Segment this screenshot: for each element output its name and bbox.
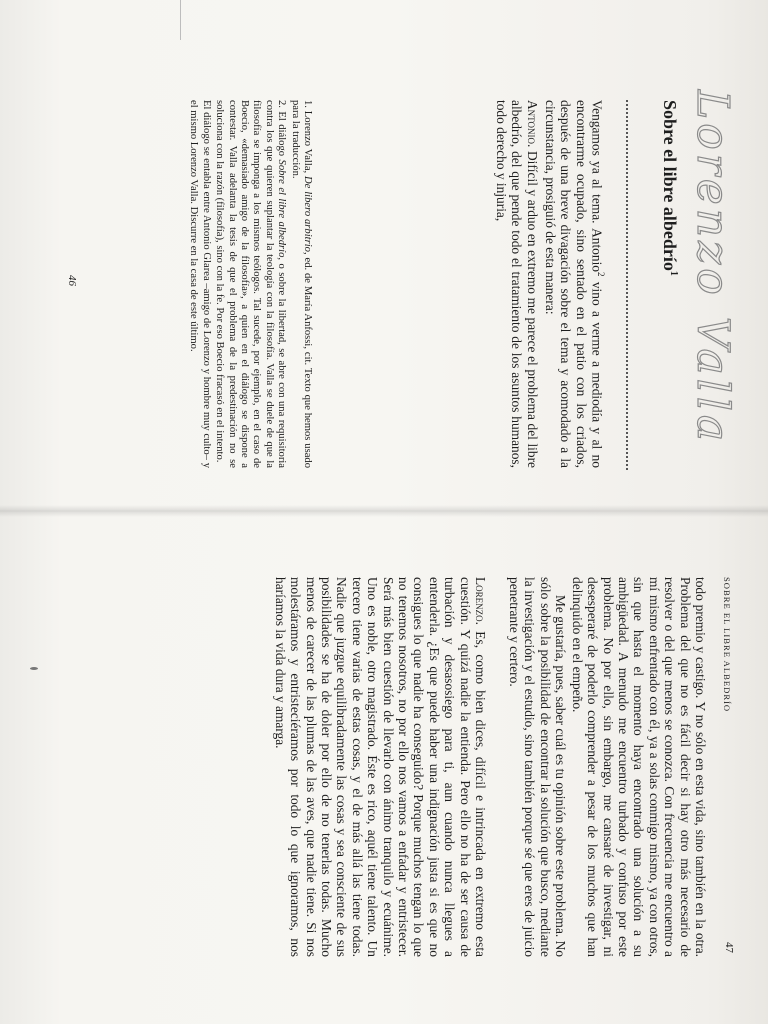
- chapter-title: [659, 100, 680, 276]
- page-number-left: 46: [66, 275, 78, 286]
- right-paragraph-3: [272, 577, 488, 957]
- footnote-2-a: 2. El diálogo: [276, 100, 288, 160]
- right-paragraph-2: Me gustaría, pues, saber cuál es tu opinión sobre este problema. No sólo sobre la posibilidad de encontrar la solución que busco, mediante la investigación y el estudio, sino también porque sé que eres de juicio penetrante y certero.: [506, 577, 568, 957]
- left-paragraph-1: [542, 100, 608, 468]
- page-number-right: 47: [723, 942, 735, 953]
- right-paragraph-1: todo premio y castigo. Y no sólo en esta vida, sino también en la otra. Problema del que no es fácil decir si hay otro más necesario de resolver o del que menos se conozca. Con frecuencia me encuentro a mí mismo enfrentado con él, ya a solas conmigo mismo, ya con otros, sin que hasta el momento haya encontrado una solución a su ambigüedad. A menudo me encuentro turbado y confuso por este problema. No por ello, sin embargo, me cansaré de investigar, ni desesperaré de poderlo comprender a pesar de los muchos que han delinquido en el empeño.: [569, 577, 708, 957]
- footnote-2-title: Sobre el libre albedrío: [276, 159, 288, 258]
- footnote-mark-2: 2: [596, 272, 606, 277]
- right-paragraph-3-text: Es, como bien dices, difícil e intrincada en extremo esta cuestión. Y quizá nadie la entienda. Pero ello no ha de ser causa de turbación y desasosiego para ti, aun cuando nunca llegues a entenderla. ¿Es que puede haber una indignación justa si es que no consigues lo que nadie ha conseguido? Porque muchos tengan lo que no tenemos nosotros, no por ello nos vamos a enfadar y entristecer. Será más bien cuestión de llevarlo con ánimo tranquilo y ecuánime. Uno es noble, otro magistrado. Éste es rico, aquél tiene talento. Un tercero tiene varias de estas cosas, y el de más allá las tiene todas. Nadie que juzgue equilibradamente las cosas y sea consciente de sus posibilidades se ha de doler por ello de no tenerlas todas. Mucho menos de carecer de las plumas de las aves, que nadie tiene. Si nos molestáramos y entristeciéramos por todo lo que ignoramos, nos haríamos la vida dura y amarga.: [272, 577, 488, 957]
- left-paragraph-2: [493, 100, 540, 468]
- footnotes: [186, 100, 313, 468]
- ink-speck: [30, 667, 38, 670]
- chapter-title-text: Sobre el libre albedrío: [660, 100, 680, 271]
- left-page: [0, 0, 768, 505]
- footnote-2-continued: El diálogo se entabla entre Antonio Glarea –amigo de Lorenzo y hombre muy culto– y el mismo Lorenzo Valla. Discurre en la casa de este último.: [188, 100, 212, 468]
- footnote-2-b: , o sobre la libertad, se abre con una requisitoria contra los que quieren suplantar la teología con la filosofía. Valla se duele de que la filosofía se imponga a los mismos teólogos. Tal sucede, por ejemplo, en el caso de Boecio, «demasiado amigo de la filosofía», a quien en el diálogo se dispone a contestar. Valla adelanta la tesis de que el problema de la predestinación no se soluciona con la razón (filosofía), sino con la fe. Por eso Boecio fracasó en el intento.: [214, 100, 288, 468]
- footnote-1: [288, 100, 313, 468]
- chapter-title-footnote-mark: 1: [668, 270, 679, 276]
- footnote-2: [213, 100, 287, 468]
- footnote-1-b: , ed. de María Anfossi, cit. Texto que hemos usado para la traducción.: [289, 100, 313, 468]
- footnote-1-title: De libero arbitrio: [302, 176, 313, 252]
- handwritten-signature: Lorenzo Valla: [687, 90, 738, 446]
- right-page: [0, 517, 768, 1024]
- left-paragraph-1-rest: vino a verme a mediodía y al no encontrarme ocupado, sino sentado en el patio con los criados, después de una breve divagación sobre el tema y acomodado a la circunstancia, prosiguió de esta manera:: [542, 100, 605, 468]
- left-paragraph-1-text: Vengamos ya al tema. Antonio: [589, 100, 605, 272]
- footnote-1-a: 1. Lorenzo Valla,: [302, 100, 313, 177]
- left-paragraph-2-text: Difícil y arduo en extremo me parece el problema del libre albedrío, del que pende todo el tratamiento de los asuntos humanos, todo derecho y injuria,: [493, 100, 540, 468]
- running-head: SOBRE EL LIBRE ALBEDRÍO: [722, 577, 732, 713]
- speaker-antonio: Antonio.: [525, 100, 540, 148]
- speaker-lorenzo: Lorenzo.: [473, 577, 488, 626]
- dotted-rule: [626, 100, 628, 470]
